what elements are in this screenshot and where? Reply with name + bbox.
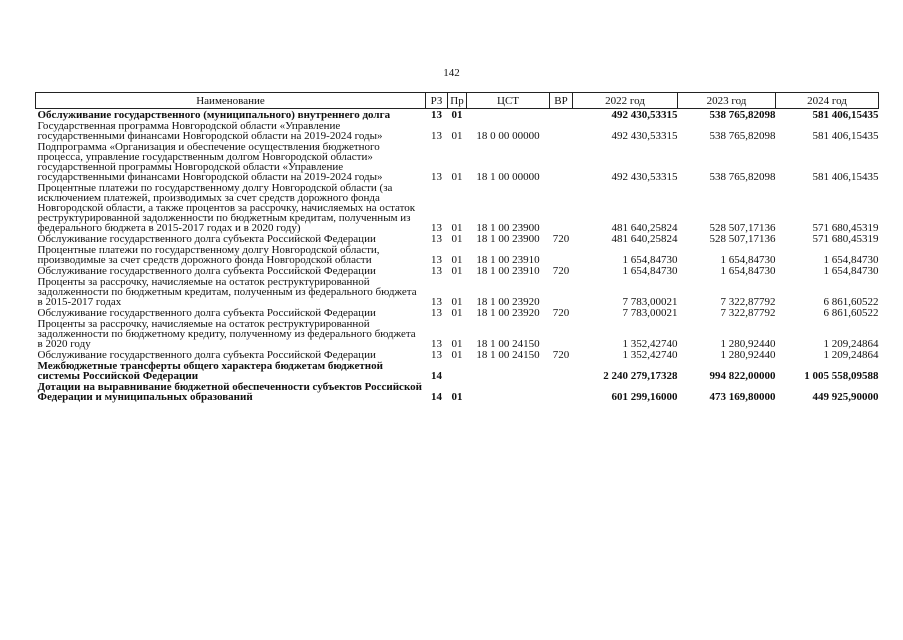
row-value-2023: 7 322,87792 [720, 307, 776, 319]
row-pr: 01 [451, 130, 463, 142]
row-name: Обслуживание государственного долга субъекта Российской Федерации [37, 349, 376, 361]
header-pr: Пр [448, 93, 467, 109]
row-cst: 18 1 00 24150 [476, 338, 540, 350]
row-value-2022: 492 430,53315 [611, 130, 678, 142]
row-value-2024: 581 406,15435 [812, 130, 879, 142]
table-row [36, 141, 879, 182]
row-vr [550, 141, 573, 182]
row-pr [448, 360, 467, 381]
row-vr: 720 [552, 233, 570, 245]
table-row [36, 276, 879, 307]
row-vr: 720 [552, 349, 570, 361]
row-value-2024: 1 209,24864 [823, 349, 879, 361]
table-row [36, 109, 879, 121]
row-value-2022: 1 352,42740 [622, 349, 678, 361]
row-cst: 18 1 00 23920 [476, 296, 540, 308]
row-rz: 13 [431, 254, 442, 266]
row-rz: 13 [431, 171, 442, 183]
table-row [36, 265, 879, 276]
row-value-2022: 481 640,25824 [611, 222, 678, 234]
row-rz: 13 [431, 222, 442, 234]
header-2022: 2022 год [573, 93, 678, 109]
row-rz: 13 [431, 349, 442, 361]
row-value-2022: 601 299,16000 [611, 391, 678, 403]
row-value-2024: 1 654,84730 [823, 265, 879, 277]
row-value-2022: 492 430,53315 [611, 171, 678, 183]
row-value-2024: 449 925,90000 [812, 391, 879, 403]
table-row [36, 307, 879, 318]
row-value-2023: 1 280,92440 [720, 349, 776, 361]
row-cst: 18 1 00 23900 [476, 222, 540, 234]
row-pr: 01 [451, 254, 463, 266]
row-pr: 01 [451, 338, 463, 350]
row-value-2023: 538 765,82098 [709, 130, 776, 142]
row-pr: 01 [451, 296, 463, 308]
row-vr [550, 318, 573, 349]
row-vr: 720 [552, 265, 570, 277]
row-value-2023: 994 822,00000 [709, 370, 776, 382]
table-header-row [36, 93, 879, 109]
row-vr [550, 381, 573, 402]
row-value-2023: 1 654,84730 [720, 254, 776, 266]
row-value-2023: 1 280,92440 [720, 338, 776, 350]
row-name: Процентные платежи по государственному долгу Новгородской области (за исключением платежей, производимых за счет средств дорожного фонда Новгородской области, а также процентов за рассрочку, начисляемых на остаток реструктурированной задолженности по бюджетным кредитам, полученным из федерального бюджета в 2015-2017 годах и в 2020 году) [37, 182, 416, 234]
row-pr: 01 [451, 391, 463, 403]
row-value-2024: 571 680,45319 [812, 222, 879, 234]
row-cst: 18 1 00 23900 [476, 233, 540, 245]
row-name: Проценты за рассрочку, начисляемые на остаток реструктурированной задолженности по бюджетному кредиту, полученному из федерального бюджета в 2020 году [37, 318, 416, 350]
row-rz: 13 [431, 338, 442, 350]
row-pr: 01 [451, 233, 463, 245]
row-name: Обслуживание государственного долга субъекта Российской Федерации [37, 265, 376, 277]
row-pr: 01 [451, 171, 463, 183]
row-vr [550, 109, 573, 121]
row-cst [467, 360, 550, 381]
row-name: Межбюджетные трансферты общего характера бюджетам бюджетной системы Российской Федерации [37, 360, 383, 382]
table-row [36, 318, 879, 349]
row-value-2023: 538 765,82098 [709, 171, 776, 183]
row-rz: 14 [431, 391, 442, 403]
row-value-2023: 473 169,80000 [709, 391, 776, 403]
row-value-2022: 7 783,00021 [622, 296, 678, 308]
page-number: 142 [443, 67, 460, 79]
header-vr: ВР [550, 93, 573, 109]
row-value-2022: 1 654,84730 [622, 265, 678, 277]
table-row [36, 244, 879, 265]
row-rz: 13 [431, 233, 442, 245]
row-name: Обслуживание государственного (муниципального) внутреннего долга [37, 109, 391, 121]
row-cst: 18 1 00 23910 [476, 254, 540, 266]
row-value-2022: 1 352,42740 [622, 338, 678, 350]
row-value-2022: 492 430,53315 [611, 109, 678, 121]
row-vr [550, 182, 573, 233]
row-value-2022: 481 640,25824 [611, 233, 678, 245]
row-pr: 01 [451, 265, 463, 277]
row-name: Подпрограмма «Организация и обеспечение осуществления бюджетного процесса, управление государственным долгом Новгородской области» государственной программы Новгородской области «Управление государственными финансами Новгородской области на 2019-2024 годы» [37, 141, 383, 183]
row-value-2024: 1 654,84730 [823, 254, 879, 266]
row-value-2023: 1 654,84730 [720, 265, 776, 277]
row-pr: 01 [451, 307, 463, 319]
row-cst: 18 1 00 00000 [476, 171, 540, 183]
table-row [36, 360, 879, 381]
table-row [36, 233, 879, 244]
table-row [36, 120, 879, 141]
row-name: Дотации на выравнивание бюджетной обеспеченности субъектов Российской Федерации и муниципальных образований [37, 381, 422, 403]
row-value-2023: 528 507,17136 [709, 222, 776, 234]
row-pr: 01 [451, 109, 463, 121]
table-row [36, 182, 879, 233]
row-value-2023: 528 507,17136 [709, 233, 776, 245]
row-value-2024: 581 406,15435 [812, 109, 879, 121]
header-2024: 2024 год [776, 93, 879, 109]
row-name: Процентные платежи по государственному долгу Новгородской области, производимые за счет средств дорожного фонда Новгородской области [37, 244, 380, 266]
row-name: Обслуживание государственного долга субъекта Российской Федерации [37, 307, 376, 319]
table-row [36, 349, 879, 360]
row-rz: 13 [431, 296, 442, 308]
row-rz: 13 [431, 307, 442, 319]
header-name: Наименование [36, 93, 426, 109]
row-value-2024: 1 005 558,09588 [804, 370, 879, 382]
row-cst [467, 381, 550, 402]
table-row [36, 381, 879, 402]
row-value-2024: 1 209,24864 [823, 338, 879, 350]
row-vr [550, 244, 573, 265]
row-name: Обслуживание государственного долга субъекта Российской Федерации [37, 233, 376, 245]
row-cst: 18 1 00 23910 [476, 265, 540, 277]
row-value-2024: 6 861,60522 [823, 296, 879, 308]
row-name: Государственная программа Новгородской области «Управление государственными финансами Новгородской области на 2019-2024 годы» [37, 120, 383, 142]
row-rz: 14 [431, 370, 442, 382]
row-cst: 18 1 00 24150 [476, 349, 540, 361]
row-value-2022: 7 783,00021 [622, 307, 678, 319]
header-rz: РЗ [426, 93, 448, 109]
row-value-2024: 571 680,45319 [812, 233, 879, 245]
row-value-2023: 7 322,87792 [720, 296, 776, 308]
row-rz: 13 [431, 109, 442, 121]
budget-table [35, 92, 879, 402]
header-2023: 2023 год [678, 93, 776, 109]
row-value-2022: 1 654,84730 [622, 254, 678, 266]
row-vr [550, 360, 573, 381]
row-value-2024: 6 861,60522 [823, 307, 879, 319]
row-pr: 01 [451, 222, 463, 234]
row-cst [467, 109, 550, 121]
row-rz: 13 [431, 265, 442, 277]
row-value-2024: 581 406,15435 [812, 171, 879, 183]
row-cst: 18 0 00 00000 [476, 130, 540, 142]
row-vr: 720 [552, 307, 570, 319]
row-pr: 01 [451, 349, 463, 361]
row-name: Проценты за рассрочку, начисляемые на остаток реструктурированной задолженности по бюджетным кредитам, полученным из федерального бюджета в 2015-2017 годах [37, 276, 417, 308]
row-rz: 13 [431, 130, 442, 142]
row-value-2022: 2 240 279,17328 [603, 370, 678, 382]
row-value-2023: 538 765,82098 [709, 109, 776, 121]
header-cst: ЦСТ [467, 93, 550, 109]
row-vr [550, 120, 573, 141]
row-vr [550, 276, 573, 307]
row-cst: 18 1 00 23920 [476, 307, 540, 319]
